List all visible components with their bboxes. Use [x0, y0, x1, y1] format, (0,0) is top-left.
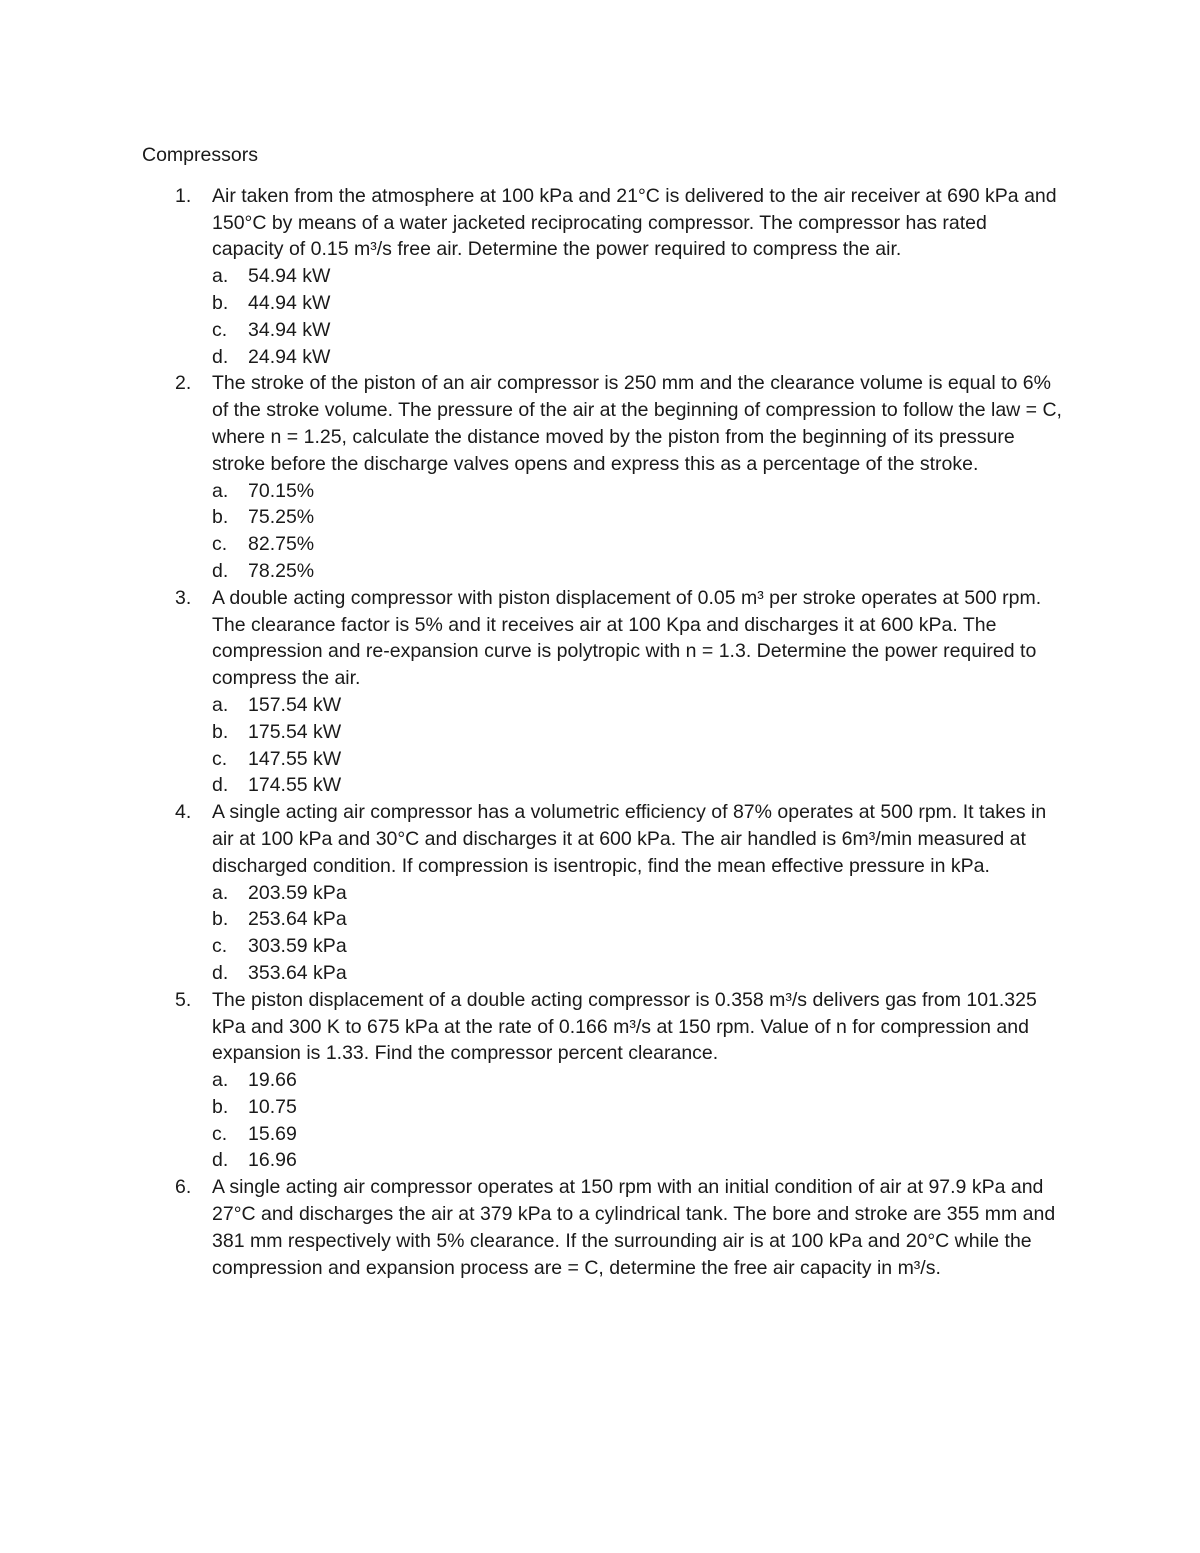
- choice-text: 16.96: [248, 1149, 297, 1172]
- choice-d: [142, 558, 1062, 585]
- choice-b: [142, 504, 1062, 531]
- question-number: 2.: [175, 372, 192, 395]
- choice-letter: c.: [212, 747, 228, 770]
- question-1: [142, 183, 1062, 371]
- document-content: [142, 142, 1062, 1281]
- choice-text: 303.59 kPa: [248, 935, 347, 958]
- choice-b: [142, 719, 1062, 746]
- choice-letter: c.: [212, 1122, 228, 1145]
- choice-text: 82.75%: [248, 533, 315, 556]
- choice-text: 353.64 kPa: [248, 961, 347, 984]
- question-number: 4.: [175, 801, 192, 824]
- choice-text: 203.59 kPa: [248, 881, 347, 904]
- question-number: 5.: [175, 988, 192, 1011]
- choice-letter: d.: [212, 345, 229, 368]
- choice-text: 15.69: [248, 1122, 297, 1145]
- choice-b: [142, 1094, 1062, 1121]
- choice-text: 174.55 kW: [248, 774, 342, 797]
- choice-d: [142, 1147, 1062, 1174]
- question-text: The stroke of the piston of an air compressor is 250 mm and the clearance volume is equal to 6% of the stroke volume. The pressure of the air at the beginning of compression to follow the law = C, where n = 1.25, calculate the distance moved by the piston from the beginning of its pressure stroke before the discharge valves opens and express this as a percentage of the stroke.: [212, 372, 1062, 475]
- choice-text: 253.64 kPa: [248, 908, 347, 931]
- choice-c: [142, 317, 1062, 344]
- document-title: Compressors: [142, 144, 258, 166]
- choice-letter: b.: [212, 291, 229, 314]
- choice-c: [142, 1121, 1062, 1148]
- choice-text: 34.94 kW: [248, 318, 331, 341]
- choice-c: [142, 531, 1062, 558]
- choice-letter: a.: [212, 693, 229, 716]
- choice-text: 157.54 kW: [248, 693, 342, 716]
- choice-a: [142, 692, 1062, 719]
- choice-letter: b.: [212, 908, 229, 931]
- choice-text: 19.66: [248, 1069, 297, 1092]
- question-number: 6.: [175, 1176, 192, 1199]
- choice-letter: a.: [212, 479, 229, 502]
- choice-a: [142, 478, 1062, 505]
- choice-c: [142, 933, 1062, 960]
- choice-letter: c.: [212, 318, 228, 341]
- choice-letter: d.: [212, 559, 229, 582]
- choice-letter: d.: [212, 1149, 229, 1172]
- choice-letter: c.: [212, 935, 228, 958]
- choice-letter: a.: [212, 1069, 229, 1092]
- choice-text: 175.54 kW: [248, 720, 342, 743]
- choice-text: 54.94 kW: [248, 265, 331, 288]
- choice-letter: d.: [212, 961, 229, 984]
- choice-d: [142, 772, 1062, 799]
- question-4: [142, 799, 1062, 987]
- choice-letter: a.: [212, 265, 229, 288]
- question-6: [142, 1174, 1062, 1281]
- choice-text: 78.25%: [248, 559, 315, 582]
- choice-b: [142, 290, 1062, 317]
- question-number: 1.: [175, 184, 192, 207]
- choice-text: 70.15%: [248, 479, 315, 502]
- question-text: The piston displacement of a double acting compressor is 0.358 m³/s delivers gas from 101.325 kPa and 300 K to 675 kPa at the rate of 0.166 m³/s at 150 rpm. Value of n for compression and expansion is 1.33. Find the compressor percent clearance.: [212, 988, 1037, 1065]
- choice-letter: a.: [212, 881, 229, 904]
- choice-b: [142, 906, 1062, 933]
- choice-letter: b.: [212, 720, 229, 743]
- question-3: [142, 585, 1062, 799]
- choice-text: 147.55 kW: [248, 747, 342, 770]
- choice-letter: b.: [212, 506, 229, 529]
- question-text: A single acting air compressor operates at 150 rpm with an initial condition of air at 97.9 kPa and 27°C and discharges the air at 379 kPa to a cylindrical tank. The bore and stroke are 355 mm and 381 mm respectively with 5% clearance. If the surrounding air is at 100 kPa and 20°C while the compression and expansion process are = C, determine the free air capacity in m³/s.: [212, 1176, 1056, 1279]
- question-text: A double acting compressor with piston displacement of 0.05 m³ per stroke operates at 500 rpm. The clearance factor is 5% and it receives air at 100 Kpa and discharges it at 600 kPa. The compression and re-expansion curve is polytropic with n = 1.3. Determine the power required to compress the air.: [212, 586, 1042, 690]
- choice-c: [142, 746, 1062, 773]
- choice-d: [142, 960, 1062, 987]
- question-2: [142, 370, 1062, 584]
- choice-a: [142, 880, 1062, 907]
- question-text: A single acting air compressor has a volumetric efficiency of 87% operates at 500 rpm. It takes in air at 100 kPa and 30°C and discharges it at 600 kPa. The air handled is 6m³/min measured at discharged condition. If compression is isentropic, find the mean effective pressure in kPa.: [212, 801, 1047, 877]
- choice-a: [142, 263, 1062, 290]
- choice-text: 75.25%: [248, 506, 315, 529]
- choice-text: 24.94 kW: [248, 345, 331, 368]
- choice-a: [142, 1067, 1062, 1094]
- question-number: 3.: [175, 586, 192, 609]
- choice-letter: d.: [212, 774, 229, 797]
- choice-text: 10.75: [248, 1095, 297, 1118]
- choice-text: 44.94 kW: [248, 291, 331, 314]
- choice-letter: b.: [212, 1095, 229, 1118]
- question-text: Air taken from the atmosphere at 100 kPa and 21°C is delivered to the air receiver at 690 kPa and 150°C by means of a water jacketed reciprocating compressor. The compressor has rated capacity of 0.15 m³/s free air. Determine the power required to compress the air.: [212, 184, 1057, 261]
- choice-letter: c.: [212, 533, 228, 556]
- question-5: [142, 987, 1062, 1175]
- choice-d: [142, 344, 1062, 371]
